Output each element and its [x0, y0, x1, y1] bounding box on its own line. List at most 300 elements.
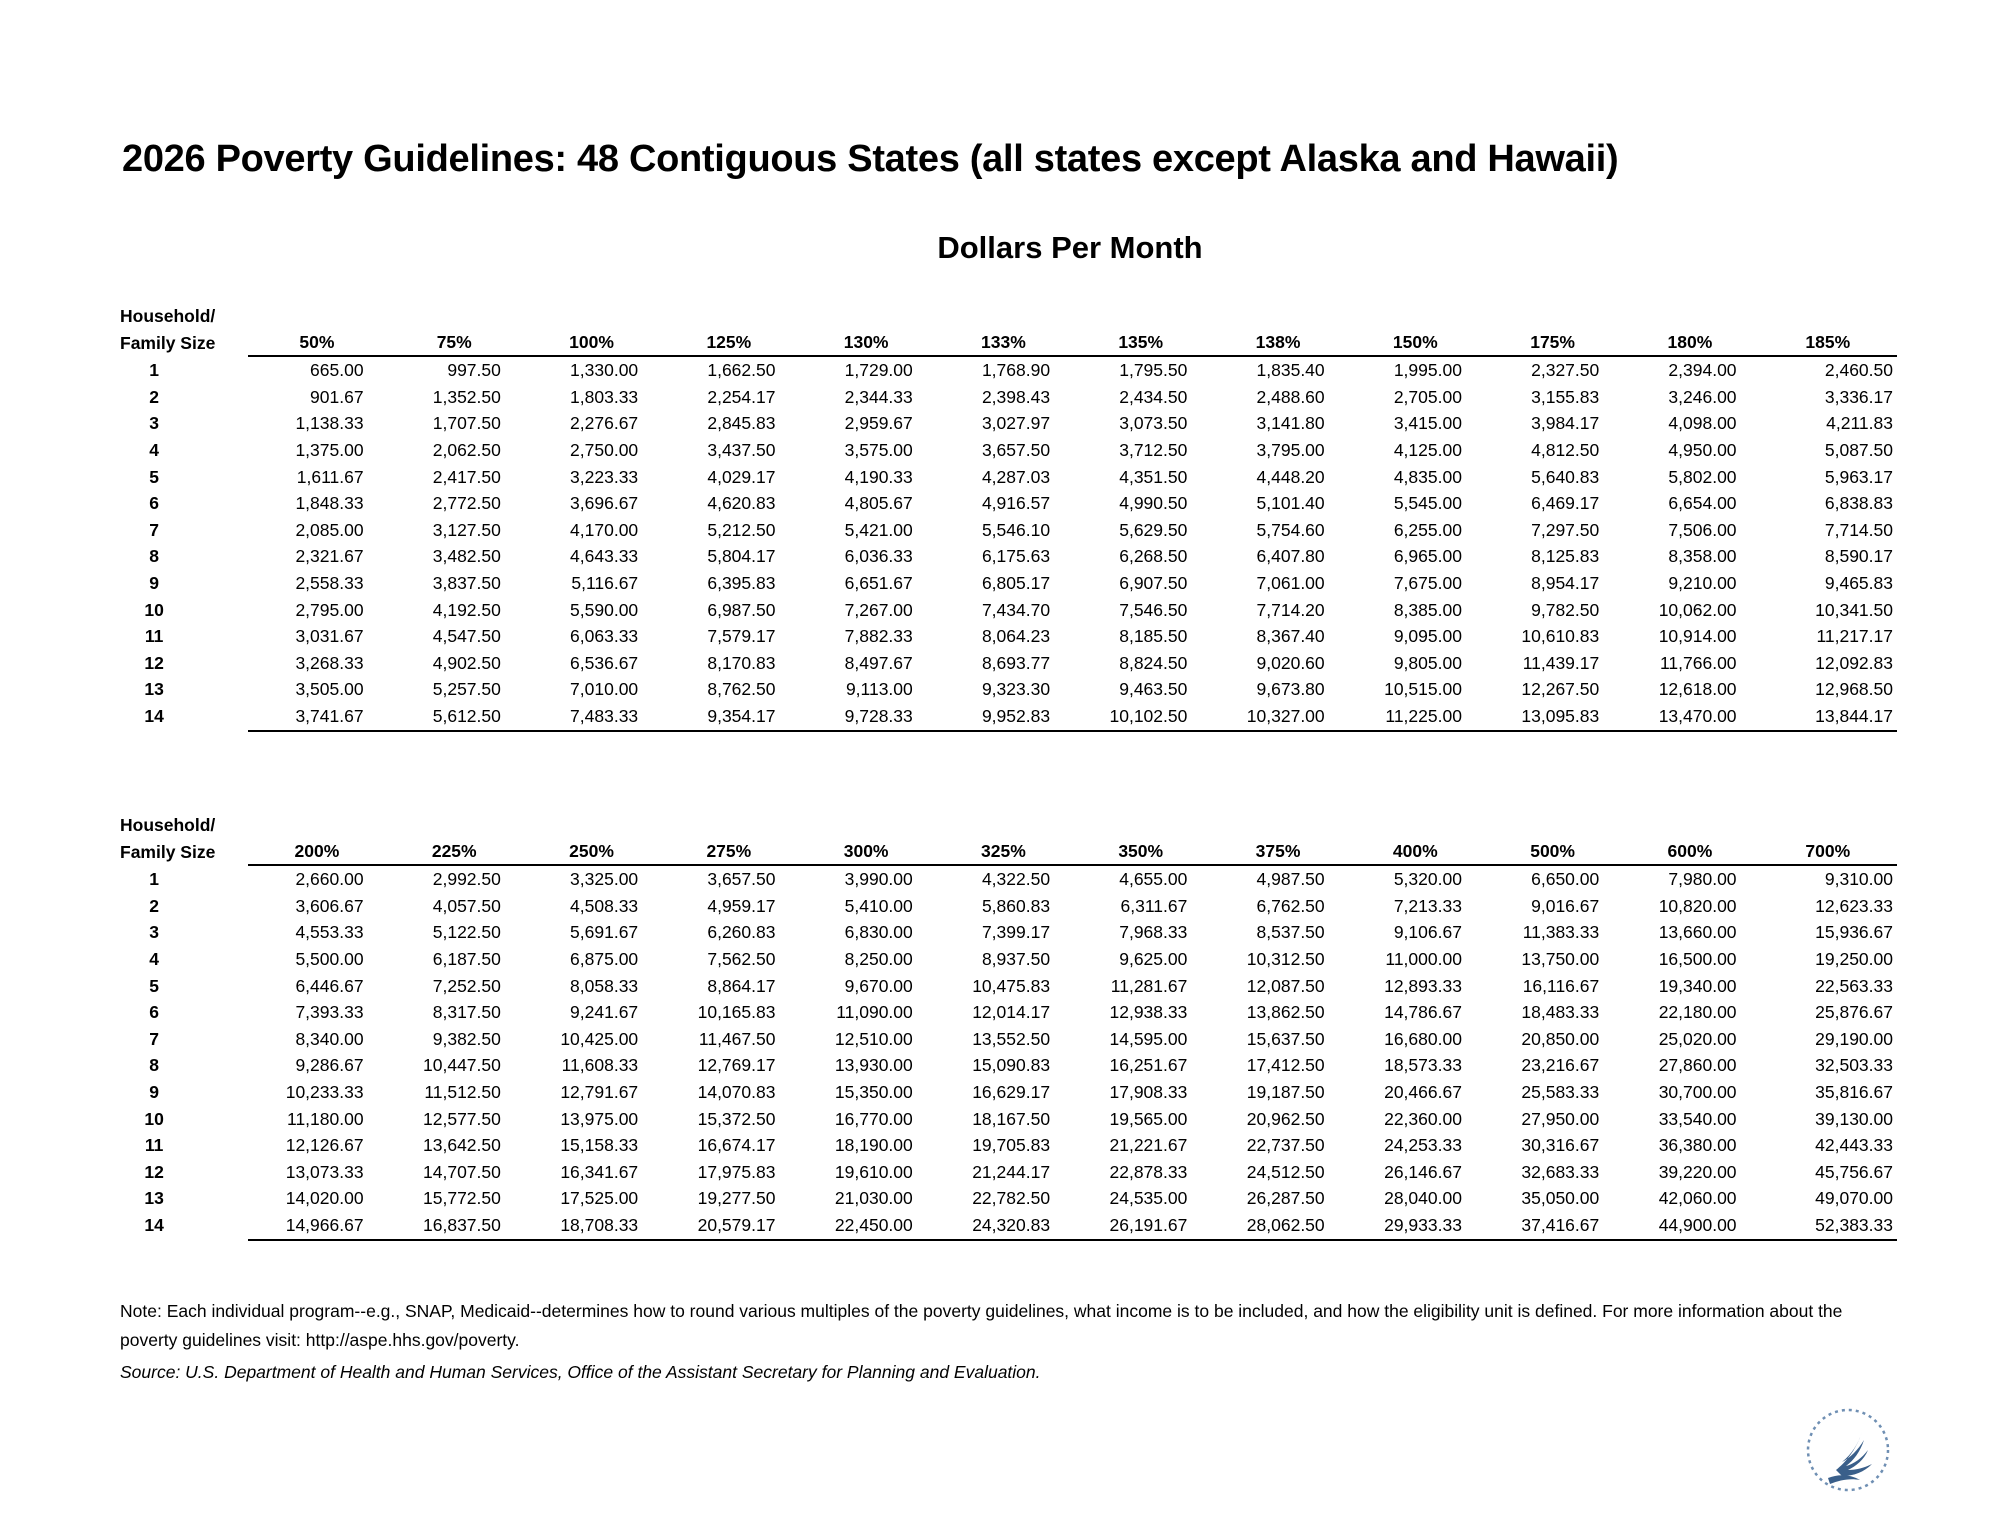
value-cell: 12,014.17	[972, 1002, 1051, 1023]
value-cell: 4,192.50	[432, 599, 501, 620]
family-size-cell: 10	[144, 599, 164, 620]
table-row	[120, 676, 1897, 703]
value-cell: 23,216.67	[1521, 1055, 1600, 1076]
value-cell: 7,562.50	[707, 948, 776, 969]
family-size-cell: 13	[144, 679, 164, 700]
value-cell: 19,187.50	[1246, 1081, 1325, 1102]
value-cell: 16,629.17	[972, 1081, 1051, 1102]
table-row	[120, 464, 1897, 491]
value-cell: 2,705.00	[1393, 386, 1462, 407]
value-cell: 3,246.00	[1668, 386, 1737, 407]
value-cell: 5,257.50	[432, 679, 501, 700]
value-cell: 19,340.00	[1658, 975, 1737, 996]
family-size-cell: 11	[144, 626, 164, 647]
value-cell: 7,061.00	[1256, 572, 1325, 593]
value-cell: 9,782.50	[1531, 599, 1600, 620]
value-cell: 2,558.33	[295, 572, 364, 593]
value-cell: 13,642.50	[423, 1135, 501, 1156]
family-size-cell: 5	[149, 975, 159, 996]
value-cell: 9,625.00	[1119, 948, 1188, 969]
value-cell: 4,916.57	[981, 493, 1051, 514]
value-cell: 20,579.17	[660, 1212, 797, 1240]
value-cell: 7,267.00	[844, 599, 913, 620]
value-cell: 35,050.00	[1521, 1188, 1600, 1209]
value-cell: 19,277.50	[697, 1188, 776, 1209]
value-cell: 2,344.33	[844, 386, 913, 407]
value-cell: 2,959.67	[844, 413, 913, 434]
value-cell: 9,106.67	[1393, 922, 1462, 943]
value-cell: 21,244.17	[972, 1161, 1051, 1182]
value-cell: 2,417.50	[432, 466, 501, 487]
value-cell: 8,693.77	[981, 652, 1051, 673]
column-header: 300%	[797, 812, 934, 865]
value-cell: 42,443.33	[1815, 1135, 1893, 1156]
value-cell: 3,505.00	[295, 679, 364, 700]
value-cell: 26,191.67	[1072, 1212, 1209, 1240]
value-cell: 10,820.00	[1658, 895, 1737, 916]
value-cell: 32,503.33	[1815, 1055, 1893, 1076]
value-cell: 5,122.50	[432, 922, 501, 943]
value-cell: 30,316.67	[1521, 1135, 1600, 1156]
value-cell: 13,750.00	[1521, 948, 1600, 969]
value-cell: 6,469.17	[1531, 493, 1600, 514]
value-cell: 7,882.33	[844, 626, 913, 647]
value-cell: 5,087.50	[1824, 439, 1893, 460]
value-cell: 8,367.40	[1256, 626, 1325, 647]
value-cell: 3,990.00	[844, 869, 913, 890]
value-cell: 5,691.67	[570, 922, 639, 943]
value-cell: 4,190.33	[844, 466, 913, 487]
family-size-cell: 12	[144, 652, 164, 673]
value-cell: 6,036.33	[844, 546, 913, 567]
value-cell: 2,795.00	[295, 599, 364, 620]
value-cell: 2,062.50	[432, 439, 501, 460]
guidelines-table-1	[120, 303, 1897, 732]
value-cell: 7,579.17	[707, 626, 776, 647]
value-cell: 1,352.50	[432, 386, 501, 407]
value-cell: 49,070.00	[1815, 1188, 1893, 1209]
value-cell: 3,073.50	[1119, 413, 1188, 434]
column-header: 500%	[1484, 812, 1621, 865]
value-cell: 7,980.00	[1668, 869, 1737, 890]
value-cell: 22,878.33	[1109, 1161, 1188, 1182]
value-cell: 8,250.00	[844, 948, 913, 969]
value-cell: 7,010.00	[570, 679, 639, 700]
family-size-cell: 6	[149, 1002, 159, 1023]
value-cell: 9,286.67	[295, 1055, 364, 1076]
value-cell: 3,155.83	[1531, 386, 1600, 407]
family-size-cell: 3	[149, 922, 159, 943]
value-cell: 4,057.50	[432, 895, 501, 916]
column-header: 138%	[1209, 303, 1346, 356]
value-cell: 8,590.17	[1824, 546, 1893, 567]
value-cell: 36,380.00	[1658, 1135, 1737, 1156]
poverty-table	[120, 812, 1897, 1241]
family-size-cell: 9	[149, 1081, 159, 1102]
table-row	[120, 1079, 1897, 1106]
value-cell: 9,095.00	[1393, 626, 1462, 647]
value-cell: 8,954.17	[1531, 572, 1600, 593]
family-size-cell: 5	[149, 466, 159, 487]
table-row	[120, 1185, 1897, 1212]
value-cell: 27,860.00	[1658, 1055, 1737, 1076]
value-cell: 9,382.50	[432, 1028, 501, 1049]
value-cell: 2,254.17	[707, 386, 776, 407]
value-cell: 17,908.33	[1109, 1081, 1188, 1102]
value-cell: 4,990.50	[1119, 493, 1188, 514]
table-row	[120, 946, 1897, 973]
value-cell: 10,425.00	[560, 1028, 639, 1049]
value-cell: 8,125.83	[1531, 546, 1600, 567]
family-size-cell: 4	[149, 439, 159, 460]
value-cell: 15,090.83	[972, 1055, 1051, 1076]
source-text: Source: U.S. Department of Health and Human Services, Office of the Assistant Secretary for Planning and Evaluation.	[120, 1362, 1041, 1382]
table-row	[120, 356, 1897, 384]
value-cell: 12,893.33	[1384, 975, 1462, 996]
value-cell: 1,138.33	[295, 413, 364, 434]
value-cell: 2,085.00	[295, 519, 364, 540]
value-cell: 12,791.67	[560, 1081, 639, 1102]
value-cell: 17,412.50	[1246, 1055, 1325, 1076]
value-cell: 8,317.50	[432, 1002, 501, 1023]
value-cell: 22,737.50	[1246, 1135, 1325, 1156]
value-cell: 44,900.00	[1621, 1212, 1758, 1240]
value-cell: 7,968.33	[1119, 922, 1188, 943]
value-cell: 37,416.67	[1484, 1212, 1621, 1240]
value-cell: 39,130.00	[1815, 1108, 1893, 1129]
value-cell: 42,060.00	[1658, 1188, 1737, 1209]
value-cell: 12,087.50	[1246, 975, 1325, 996]
value-cell: 7,714.20	[1256, 599, 1325, 620]
column-header: 700%	[1759, 812, 1897, 865]
value-cell: 3,657.50	[981, 439, 1051, 460]
value-cell: 4,805.67	[844, 493, 913, 514]
value-cell: 4,902.50	[432, 652, 501, 673]
value-cell: 3,984.17	[1531, 413, 1600, 434]
value-cell: 9,952.83	[935, 703, 1072, 731]
value-cell: 6,838.83	[1824, 493, 1893, 514]
value-cell: 8,824.50	[1119, 652, 1188, 673]
table-row	[120, 543, 1897, 570]
value-cell: 3,741.67	[248, 703, 385, 731]
value-cell: 13,095.83	[1484, 703, 1621, 731]
value-cell: 17,525.00	[560, 1188, 639, 1209]
value-cell: 24,512.50	[1246, 1161, 1325, 1182]
page-title: 2026 Poverty Guidelines: 48 Contiguous States (all states except Alaska and Hawaii)	[122, 138, 1619, 180]
value-cell: 3,223.33	[570, 466, 639, 487]
value-cell: 3,712.50	[1119, 439, 1188, 460]
value-cell: 1,375.00	[295, 439, 364, 460]
family-size-cell: 4	[149, 948, 159, 969]
value-cell: 9,310.00	[1824, 869, 1893, 890]
value-cell: 18,573.33	[1384, 1055, 1462, 1076]
value-cell: 27,950.00	[1521, 1108, 1600, 1129]
value-cell: 6,187.50	[432, 948, 501, 969]
value-cell: 11,383.33	[1522, 922, 1600, 943]
value-cell: 5,500.00	[295, 948, 364, 969]
value-cell: 5,545.00	[1393, 493, 1462, 514]
value-cell: 3,606.67	[295, 895, 364, 916]
value-cell: 9,673.80	[1256, 679, 1325, 700]
value-cell: 15,372.50	[697, 1108, 776, 1129]
value-cell: 2,772.50	[432, 493, 501, 514]
value-cell: 16,341.67	[560, 1161, 639, 1182]
column-header: 100%	[523, 303, 660, 356]
value-cell: 20,850.00	[1521, 1028, 1600, 1049]
value-cell: 9,670.00	[844, 975, 913, 996]
value-cell: 13,552.50	[972, 1028, 1051, 1049]
value-cell: 7,483.33	[523, 703, 660, 731]
value-cell: 6,268.50	[1119, 546, 1188, 567]
value-cell: 22,563.33	[1815, 975, 1893, 996]
table-row	[120, 410, 1897, 437]
value-cell: 12,938.33	[1109, 1002, 1188, 1023]
value-cell: 9,016.67	[1531, 895, 1600, 916]
value-cell: 4,125.00	[1393, 439, 1462, 460]
value-cell: 14,070.83	[697, 1081, 776, 1102]
value-cell: 5,590.00	[570, 599, 639, 620]
value-cell: 16,680.00	[1384, 1028, 1462, 1049]
value-cell: 5,410.00	[844, 895, 913, 916]
table-row	[120, 1212, 1897, 1240]
value-cell: 3,031.67	[295, 626, 364, 647]
value-cell: 2,845.83	[707, 413, 776, 434]
table-row	[120, 999, 1897, 1026]
value-cell: 4,655.00	[1119, 869, 1188, 890]
value-cell: 13,975.00	[560, 1108, 639, 1129]
value-cell: 3,837.50	[432, 572, 501, 593]
value-cell: 7,252.50	[432, 975, 501, 996]
value-cell: 11,180.00	[287, 1108, 364, 1129]
value-cell: 10,914.00	[1658, 626, 1737, 647]
column-header: 75%	[386, 303, 523, 356]
value-cell: 4,287.03	[981, 466, 1051, 487]
value-cell: 7,546.50	[1119, 599, 1188, 620]
table-row	[120, 1106, 1897, 1133]
value-cell: 10,515.00	[1384, 679, 1462, 700]
value-cell: 4,098.00	[1668, 413, 1737, 434]
value-cell: 25,583.33	[1521, 1081, 1600, 1102]
value-cell: 11,439.17	[1522, 652, 1600, 673]
value-cell: 13,660.00	[1658, 922, 1737, 943]
value-cell: 11,217.17	[1816, 626, 1893, 647]
value-cell: 8,497.67	[844, 652, 913, 673]
value-cell: 28,040.00	[1384, 1188, 1462, 1209]
value-cell: 6,965.00	[1393, 546, 1462, 567]
value-cell: 5,963.17	[1824, 466, 1893, 487]
value-cell: 19,610.00	[834, 1161, 913, 1182]
value-cell: 5,802.00	[1668, 466, 1737, 487]
value-cell: 665.00	[310, 360, 364, 381]
row-label-header	[120, 812, 248, 865]
family-size-cell: 2	[149, 895, 159, 916]
value-cell: 25,876.67	[1815, 1002, 1893, 1023]
table-row	[120, 623, 1897, 650]
value-cell: 11,281.67	[1110, 975, 1188, 996]
family-size-cell: 1	[149, 359, 159, 380]
value-cell: 14,595.00	[1109, 1028, 1188, 1049]
value-cell: 11,000.00	[1385, 948, 1462, 969]
value-cell: 7,434.70	[981, 599, 1051, 620]
value-cell: 3,437.50	[707, 439, 776, 460]
family-size-cell: 3	[149, 413, 159, 434]
value-cell: 3,795.00	[1256, 439, 1325, 460]
value-cell: 9,210.00	[1668, 572, 1737, 593]
value-cell: 7,393.33	[295, 1002, 364, 1023]
row-label-header	[120, 303, 248, 356]
value-cell: 14,786.67	[1384, 1002, 1462, 1023]
family-size-cell: 8	[149, 1055, 159, 1076]
family-size-cell: 11	[144, 1135, 164, 1156]
column-header: 350%	[1072, 812, 1209, 865]
value-cell: 6,395.83	[707, 572, 776, 593]
value-cell: 18,708.33	[523, 1212, 660, 1240]
value-cell: 9,463.50	[1119, 679, 1188, 700]
value-cell: 4,170.00	[570, 519, 639, 540]
value-cell: 10,327.00	[1209, 703, 1346, 731]
value-cell: 4,959.17	[707, 895, 776, 916]
value-cell: 2,327.50	[1531, 360, 1600, 381]
value-cell: 4,950.00	[1668, 439, 1737, 460]
value-cell: 6,830.00	[844, 922, 913, 943]
value-cell: 16,116.67	[1522, 975, 1600, 996]
table-row	[120, 597, 1897, 624]
column-header: 50%	[248, 303, 385, 356]
value-cell: 7,675.00	[1393, 572, 1462, 593]
row-label-line2: Family Size	[120, 841, 216, 862]
row-label-line1: Household/	[120, 815, 216, 835]
table-row	[120, 703, 1897, 731]
value-cell: 33,540.00	[1658, 1108, 1737, 1129]
value-cell: 7,506.00	[1668, 519, 1737, 540]
value-cell: 9,113.00	[845, 679, 913, 700]
value-cell: 2,460.50	[1824, 360, 1893, 381]
family-size-cell: 6	[149, 493, 159, 514]
value-cell: 15,350.00	[834, 1081, 913, 1102]
value-cell: 8,340.00	[295, 1028, 364, 1049]
value-cell: 9,241.67	[570, 1002, 639, 1023]
value-cell: 2,321.67	[295, 546, 364, 567]
value-cell: 1,795.50	[1119, 360, 1188, 381]
value-cell: 12,126.67	[285, 1135, 364, 1156]
value-cell: 10,233.33	[285, 1081, 364, 1102]
value-cell: 901.67	[310, 386, 364, 407]
value-cell: 6,651.67	[844, 572, 913, 593]
family-size-cell: 7	[149, 1028, 159, 1049]
value-cell: 5,546.10	[981, 519, 1051, 540]
value-cell: 5,612.50	[386, 703, 523, 731]
poverty-table	[120, 303, 1897, 732]
value-cell: 2,276.67	[570, 413, 639, 434]
row-label-line2: Family Size	[120, 332, 216, 353]
value-cell: 4,620.83	[707, 493, 776, 514]
value-cell: 4,812.50	[1531, 439, 1600, 460]
column-header: 135%	[1072, 303, 1209, 356]
column-header: 225%	[386, 812, 523, 865]
column-header: 185%	[1759, 303, 1897, 356]
value-cell: 6,907.50	[1119, 572, 1188, 593]
value-cell: 13,862.50	[1246, 1002, 1325, 1023]
value-cell: 1,768.90	[981, 360, 1051, 381]
value-cell: 21,030.00	[834, 1188, 913, 1209]
value-cell: 6,063.33	[570, 626, 639, 647]
value-cell: 2,394.00	[1668, 360, 1737, 381]
value-cell: 3,696.67	[570, 493, 639, 514]
value-cell: 22,180.00	[1658, 1002, 1737, 1023]
value-cell: 35,816.67	[1815, 1081, 1893, 1102]
value-cell: 5,860.83	[981, 895, 1051, 916]
value-cell: 20,466.67	[1384, 1081, 1462, 1102]
value-cell: 25,020.00	[1658, 1028, 1737, 1049]
value-cell: 29,933.33	[1347, 1212, 1484, 1240]
value-cell: 29,190.00	[1815, 1028, 1893, 1049]
value-cell: 5,629.50	[1119, 519, 1188, 540]
value-cell: 4,351.50	[1119, 466, 1188, 487]
column-header: 180%	[1621, 303, 1758, 356]
value-cell: 22,782.50	[972, 1188, 1051, 1209]
value-cell: 3,482.50	[432, 546, 501, 567]
column-header: 250%	[523, 812, 660, 865]
value-cell: 13,930.00	[834, 1055, 913, 1076]
value-cell: 9,323.30	[981, 679, 1051, 700]
value-cell: 6,536.67	[570, 652, 639, 673]
family-size-cell: 10	[144, 1108, 164, 1129]
value-cell: 6,805.17	[981, 572, 1051, 593]
table-row	[120, 893, 1897, 920]
value-cell: 10,447.50	[423, 1055, 501, 1076]
value-cell: 3,027.97	[981, 413, 1051, 434]
value-cell: 8,358.00	[1668, 546, 1737, 567]
value-cell: 1,662.50	[707, 360, 776, 381]
value-cell: 5,101.40	[1256, 493, 1325, 514]
value-cell: 5,804.17	[707, 546, 776, 567]
family-size-cell: 9	[149, 572, 159, 593]
value-cell: 7,297.50	[1531, 519, 1600, 540]
family-size-cell: 12	[144, 1161, 164, 1182]
value-cell: 4,835.00	[1393, 466, 1462, 487]
value-cell: 20,962.50	[1246, 1108, 1325, 1129]
value-cell: 6,650.00	[1531, 869, 1600, 890]
family-size-cell: 8	[149, 546, 159, 567]
value-cell: 30,700.00	[1658, 1081, 1737, 1102]
hhs-eagle-seal-icon	[1798, 1400, 1898, 1500]
value-cell: 3,657.50	[707, 869, 776, 890]
column-header: 275%	[660, 812, 797, 865]
value-cell: 17,975.83	[697, 1161, 776, 1182]
value-cell: 5,320.00	[1393, 869, 1462, 890]
value-cell: 11,608.33	[561, 1055, 639, 1076]
value-cell: 12,510.00	[834, 1028, 913, 1049]
value-cell: 3,325.00	[570, 869, 639, 890]
value-cell: 6,762.50	[1256, 895, 1325, 916]
value-cell: 3,415.00	[1393, 413, 1462, 434]
value-cell: 12,267.50	[1521, 679, 1600, 700]
value-cell: 10,102.50	[1072, 703, 1209, 731]
column-header: 600%	[1621, 812, 1758, 865]
value-cell: 16,770.00	[834, 1108, 913, 1129]
value-cell: 4,211.83	[1826, 413, 1893, 434]
column-header: 375%	[1209, 812, 1346, 865]
value-cell: 5,212.50	[707, 519, 776, 540]
value-cell: 1,995.00	[1393, 360, 1462, 381]
value-cell: 15,772.50	[423, 1188, 501, 1209]
value-cell: 6,987.50	[707, 599, 776, 620]
value-cell: 52,383.33	[1759, 1212, 1897, 1240]
value-cell: 6,654.00	[1668, 493, 1737, 514]
value-cell: 19,250.00	[1815, 948, 1893, 969]
value-cell: 997.50	[447, 360, 501, 381]
row-label-line1: Household/	[120, 306, 216, 326]
